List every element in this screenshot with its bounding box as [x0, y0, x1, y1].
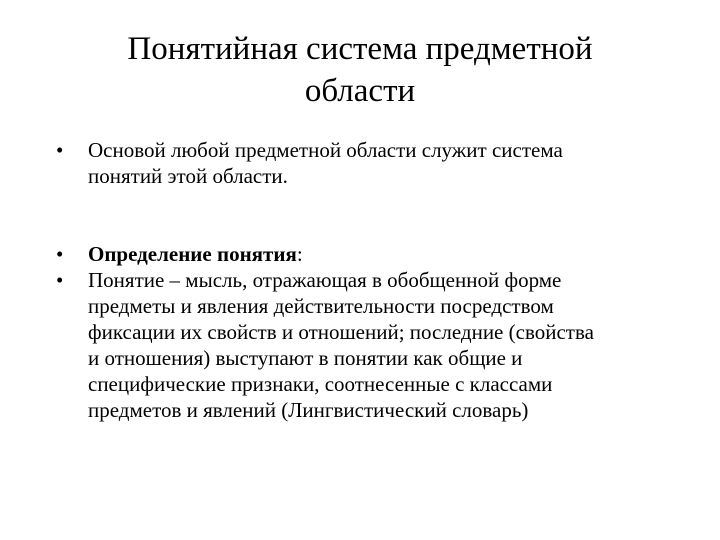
bullet-item: [52, 137, 692, 189]
bullet-text-line: фиксации их свойств и отношений; последние (свойства: [88, 320, 594, 344]
definition-colon: :: [296, 242, 303, 266]
bullet-text-line: предметы и явления действительности посредством: [88, 294, 554, 318]
spacer: [52, 189, 692, 241]
bullet-text-line: понятий этой области.: [88, 164, 288, 188]
bullet-text-line: и отношения) выступают в понятии как общие и: [88, 346, 523, 370]
bullet-text-line: Основой любой предметной области служит система: [88, 138, 563, 162]
bullet-text-line: предметов и явлений (Лингвистический словарь): [88, 398, 529, 422]
slide-title-line: Понятийная система предметной: [127, 31, 593, 67]
bullet-item: [52, 241, 692, 267]
bullet-marker: •: [56, 268, 64, 292]
bullet-item: [52, 267, 692, 423]
bullet-text-line: Понятие – мысль, отражающая в обобщенной форме: [88, 268, 562, 292]
bullet-text-line: специфические признаки, соотнесенные с классами: [88, 372, 553, 396]
slide-title-line: области: [304, 73, 416, 109]
definition-heading: Определение понятия: [88, 242, 297, 266]
bullet-marker: •: [56, 242, 64, 266]
slide-content: [52, 137, 692, 423]
bullet-text-line: [88, 241, 692, 267]
bullet-marker: •: [56, 138, 64, 162]
slide-title: [54, 28, 666, 112]
